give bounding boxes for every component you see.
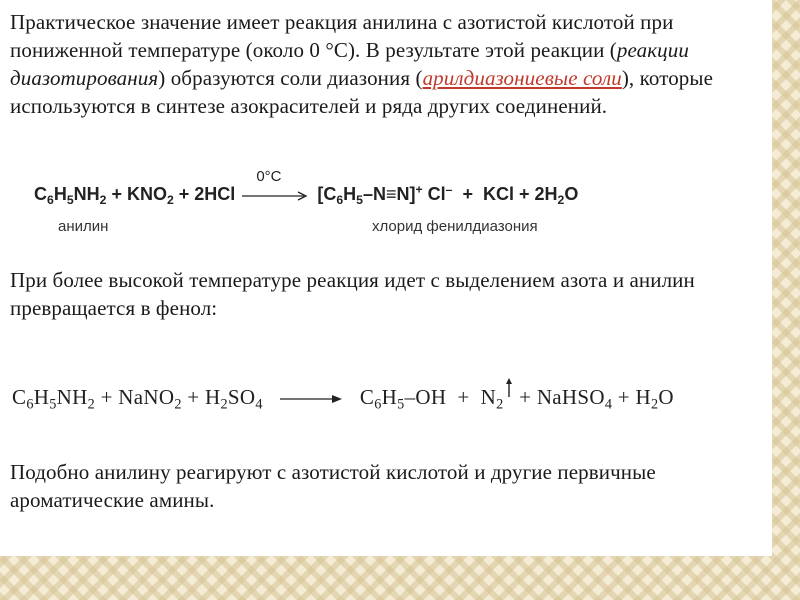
- highlighted-term: арилдиазониевые соли: [422, 66, 622, 90]
- italic-term: реакции диазотирования: [10, 38, 689, 90]
- reaction-arrow: [240, 168, 312, 207]
- arrow-right-icon: [240, 191, 312, 201]
- equation-diazotization: $C_6H_5NH_2 + KNO_2 + 2HCl$ 0°C $[C_6H_5-N\equiv N]^+$ Cl– + KCl + $2H_2O$: [34, 182, 578, 207]
- text-fragment: ) образуются соли диазония (: [158, 66, 423, 90]
- reaction-condition: 0°C: [256, 168, 282, 186]
- equation-phenol: $C_6H_5NH_2$ + NaNO$_2$ + $H_2SO_4$ $C_6H_5-OH + N_2$ + NaHSO$_4$ + $H_2O$: [12, 378, 674, 411]
- paragraph-high-temperature: При более высокой температуре реакция идет с выделением азота и анилин превращается в фенол:: [10, 268, 695, 320]
- text-fragment: Практическое значение имеет реакция анилина с азотистой кислотой при пониженной температуре (около 0 °С). В результате этой реакции (: [10, 10, 674, 62]
- label-aniline: анилин: [58, 218, 109, 235]
- paragraph-primary-amines: Подобно анилину реагируют с азотистой кислотой и другие первичные ароматические амины.: [10, 460, 656, 512]
- gas-evolution-arrow-icon: [505, 378, 513, 398]
- text-fragment: ), которые используются в синтезе азокрасителей и ряда других соединений.: [10, 66, 714, 118]
- arrow-right-icon: [278, 394, 344, 404]
- paragraph-diazotization: [10, 8, 730, 120]
- label-phenyldiazonium-chloride: хлорид фенилдиазония: [372, 218, 538, 235]
